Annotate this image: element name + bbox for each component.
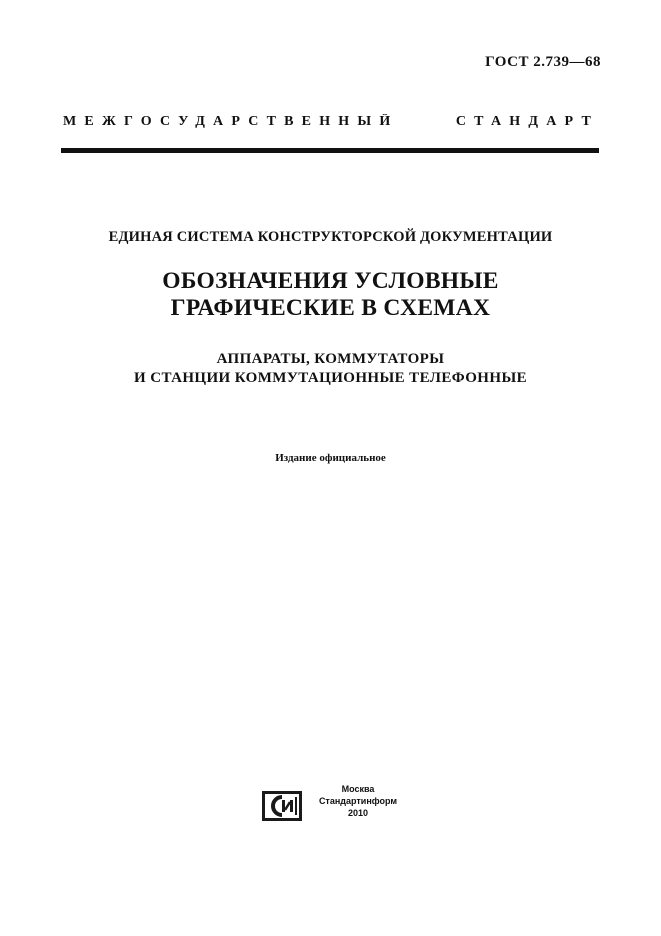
main-title-line-1: ОБОЗНАЧЕНИЯ УСЛОВНЫЕ	[162, 268, 499, 294]
standartinform-logo-icon	[262, 791, 302, 821]
main-title	[0, 268, 661, 322]
edition-note: Издание официальное	[275, 452, 386, 464]
header-divider	[61, 148, 599, 153]
publisher-year: 2010	[347, 808, 369, 818]
standard-type-heading: МЕЖГОСУДАРСТВЕННЫЙ СТАНДАРТ	[63, 114, 599, 129]
system-title: ЕДИНАЯ СИСТЕМА КОНСТРУКТОРСКОЙ ДОКУМЕНТАЦИИ	[108, 229, 553, 245]
sub-title-line-1: АППАРАТЫ, КОММУТАТОРЫ	[216, 351, 445, 367]
publisher-name: Стандартинформ	[318, 796, 398, 806]
publisher-city: Москва	[341, 784, 375, 794]
gost-number: ГОСТ 2.739—68	[485, 54, 601, 70]
sub-title-line-2: И СТАНЦИИ КОММУТАЦИОННЫЕ ТЕЛЕФОННЫЕ	[134, 370, 527, 386]
publisher-imprint	[308, 783, 408, 819]
publisher-block	[262, 783, 412, 825]
sub-title	[0, 350, 661, 388]
main-title-line-2: ГРАФИЧЕСКИЕ В СХЕМАХ	[170, 295, 491, 321]
